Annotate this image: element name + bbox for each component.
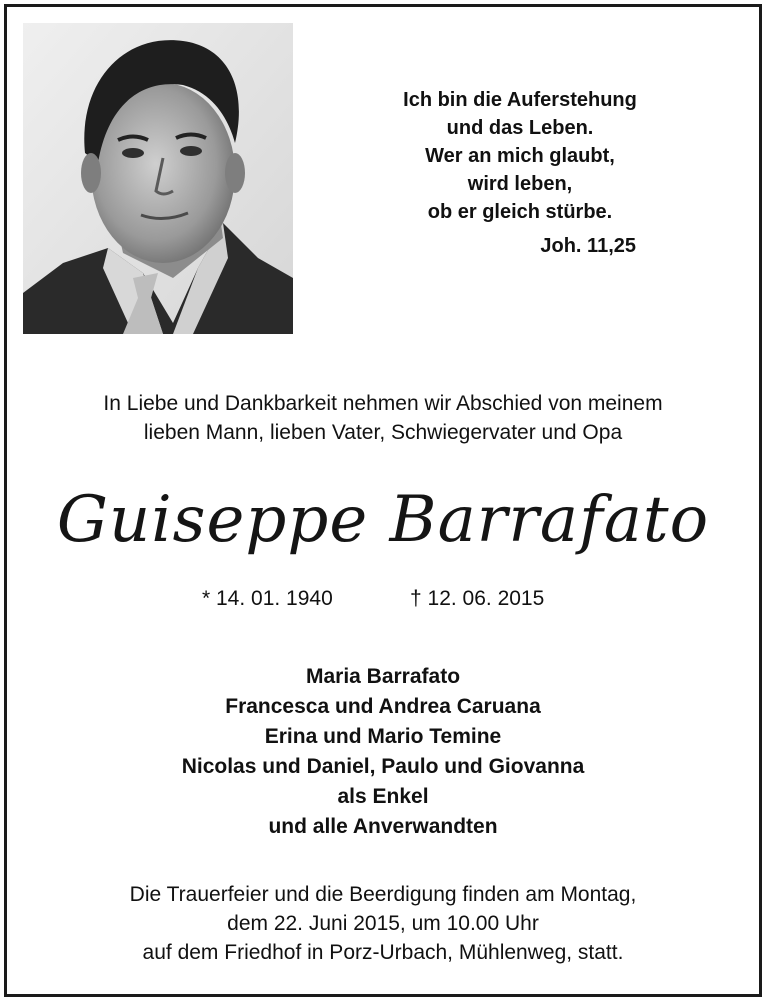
verse-reference: Joh. 11,25 <box>540 235 636 257</box>
service-line: dem 22. Juni 2015, um 10.00 Uhr <box>227 912 539 935</box>
service-line: Die Trauerfeier und die Beerdigung finden am Montag, <box>129 883 637 906</box>
intro-line: In Liebe und Dankbarkeit nehmen wir Abschied von meinem <box>103 392 663 415</box>
mourners-list <box>0 662 766 842</box>
mourner-line: als Enkel <box>337 785 429 808</box>
mourner-line: Erina und Mario Temine <box>264 725 502 748</box>
verse-line: wird leben, <box>467 173 573 195</box>
mourner-line: Maria Barrafato <box>305 665 461 688</box>
deceased-name: Guiseppe Barrafato <box>56 483 710 557</box>
verse-line: Wer an mich glaubt, <box>425 145 615 167</box>
birth-date: * 14. 01. 1940 <box>202 587 333 610</box>
farewell-intro <box>0 389 766 447</box>
verse-line: ob er gleich stürbe. <box>427 201 613 223</box>
verse-line: und das Leben. <box>446 117 594 139</box>
mourner-line: Francesca und Andrea Caruana <box>225 695 541 718</box>
mourner-line: Nicolas und Daniel, Paulo und Giovanna <box>181 755 585 778</box>
funeral-service-info <box>0 880 766 967</box>
service-line: auf dem Friedhof in Porz-Urbach, Mühlenweg, statt. <box>142 941 624 964</box>
verse-line: Ich bin die Auferstehung <box>403 89 637 111</box>
mourner-line: und alle Anverwandten <box>268 815 498 838</box>
bible-verse <box>330 86 710 226</box>
intro-line: lieben Mann, lieben Vater, Schwiegervater und Opa <box>143 421 623 444</box>
death-date: † 12. 06. 2015 <box>410 587 545 610</box>
portrait-photo <box>23 23 293 334</box>
